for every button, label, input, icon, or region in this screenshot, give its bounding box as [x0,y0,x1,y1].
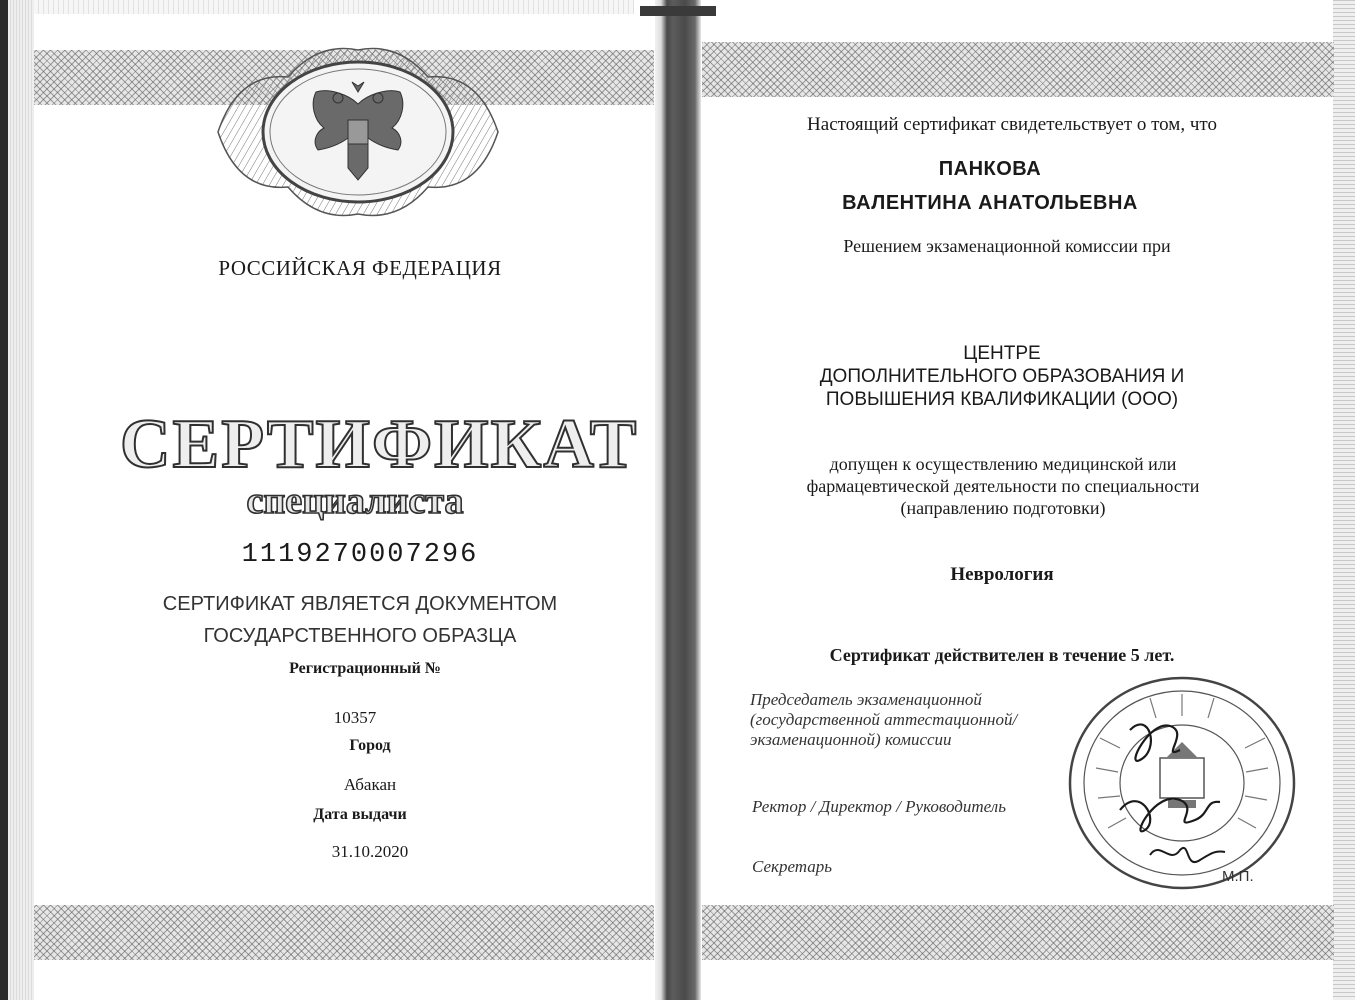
document-status-note [110,588,610,652]
certificate-number: 1119270007296 [241,540,479,570]
validity-statement: Сертификат действителен в течение 5 лет. [829,645,1175,665]
admission-statement [738,453,1268,519]
guilloche-band-top-right [702,42,1334,97]
country-name: РОССИЙСКАЯ ФЕДЕРАЦИЯ [218,256,502,280]
scan-shadow-left [8,0,34,1000]
book-spine [655,0,701,1000]
issuing-center-line-2: ДОПОЛНИТЕЛЬНОГО ОБРАЗОВАНИЯ И [819,366,1185,387]
admission-line-1: допущен к осуществлению медицинской или [829,454,1177,474]
registration-value: 10357 [333,708,377,727]
commission-chair-title [750,690,1090,750]
spine-binding [640,6,716,16]
chair-line-3: экзаменационной) комиссии [750,730,952,749]
handwritten-signature [1100,690,1240,890]
issuing-center-line-3: ПОВЫШЕНИЯ КВАЛИФИКАЦИИ (ООО) [825,389,1179,410]
certificate-title: СЕРТИФИКАТ [120,406,639,483]
city-label: Город [349,737,391,754]
issue-date-label: Дата выдачи [313,806,407,823]
commission-decision: Решением экзаменационной комиссии при [843,236,1171,256]
issuing-center-line-1: ЦЕНТРЕ [963,343,1041,364]
chair-line-1: Председатель экзаменационной [750,690,982,709]
scan-edge-left [0,0,8,1000]
certificate-subtitle: специалиста [246,480,464,522]
coat-of-arms-emblem [198,32,518,232]
certificate-intro: Настоящий сертификат свидетельствует о том, что [807,114,1217,135]
city-value: Абакан [343,775,397,794]
guilloche-band-bottom-left [34,905,654,960]
secretary-title: Секретарь [752,857,832,876]
admission-line-2: фармацевтической деятельности по специальности [806,476,1200,496]
document-status-line-2: ГОСУДАРСТВЕННОГО ОБРАЗЦА [203,625,517,647]
guilloche-band-bottom-right [702,905,1334,960]
scan-edge-right [1333,0,1355,1000]
stamp-place-mark: М.П. [1222,868,1254,885]
document-status-line-1: СЕРТИФИКАТ ЯВЛЯЕТСЯ ДОКУМЕНТОМ [162,593,558,615]
admission-line-3: (направлению подготовки) [900,498,1106,518]
issue-date-value: 31.10.2020 [331,842,409,861]
rector-title: Ректор / Директор / Руководитель [752,797,1006,816]
scan-edge-top [34,0,634,14]
chair-line-2: (государственной аттестационной/ [750,710,1018,729]
specialty: Неврология [950,564,1054,585]
registration-label: Регистрационный № [289,660,441,677]
holder-surname: ПАНКОВА [938,158,1042,180]
holder-given-names: ВАЛЕНТИНА АНАТОЛЬЕВНА [842,192,1138,214]
issuing-center [712,342,1292,411]
